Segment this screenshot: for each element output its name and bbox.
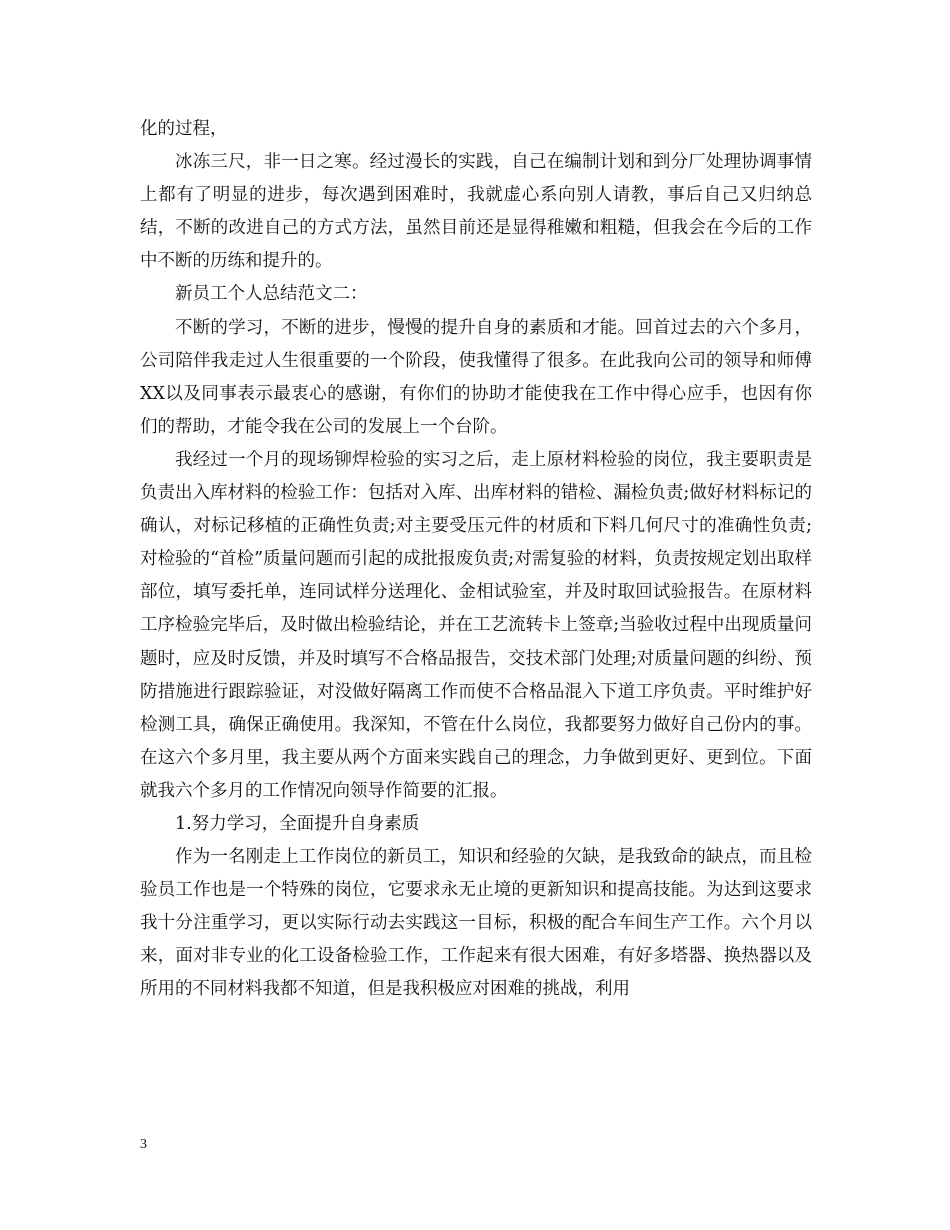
page-number: 3 <box>140 1137 147 1152</box>
paragraph-study: 作为一名刚走上工作岗位的新员工，知识和经验的欠缺，是我致命的缺点，而且检验员工作也是一个特殊的岗位，它要求永无止境的更新知识和提高技能。为达到这要求我十分注重学习，更以实际行动去实践这一目标，积极的配合车间生产工作。六个月以来，面对非专业的化工设备检验工作，工作起来有很大困难，有好多塔器、换热器以及所用的不同材料我都不知道，但是我积极应对困难的挑战，利用 <box>140 847 812 1000</box>
paragraph-progress: 冰冻三尺，非一日之寒。经过漫长的实践，自己在编制计划和到分厂处理协调事情上都有了明显的进步，每次遇到困难时，我就虚心系向别人请教，事后自己又归纳总结，不断的改进自己的方式方法，虽然目前还是显得稚嫩和粗糙，但我会在今后的工作中不断的历练和提升的。 <box>140 152 812 272</box>
paragraph-continuation: 化的过程， <box>140 119 228 139</box>
subheading-study: 1.努力学习，全面提升自身素质 <box>175 813 420 834</box>
paragraph-gratitude: 不断的学习，不断的进步，慢慢的提升自身的素质和才能。回首过去的六个多月，公司陪伴我走过人生很重要的一个阶段，使我懂得了很多。在此我向公司的领导和师傅XX以及同事表示最衷心的感谢，有你们的协助才能使我在工作中得心应手，也因有你们的帮助，才能令我在公司的发展上一个台阶。 <box>140 317 812 437</box>
document-body <box>140 113 812 1007</box>
section-heading-sample-two: 新员工个人总结范文二： <box>175 284 368 305</box>
paragraph-duties: 我经过一个月的现场铆焊检验的实习之后，走上原材料检验的岗位，我主要职责是负责出入库材料的检验工作：包括对入库、出库材料的错检、漏检负责;做好材料标记的确认，对标记移植的正确性负责;对主要受压元件的材质和下料几何尺寸的准确性负责;对检验的“首检”质量问题而引起的成批报废负责;对需复验的材料，负责按规定划出取样部位，填写委托单，连同试样分送理化、金相试验室，并及时取回试验报告。在原材料工序检验完毕后，及时做出检验结论，并在工艺流转卡上签章;当验收过程中出现质量问题时，应及时反馈，并及时填写不合格品报告，交技术部门处理;对质量问题的纠纷、预防措施进行跟踪验证，对没做好隔离工作而使不合格品混入下道工序负责。平时维护好检测工具，确保正确使用。我深知，不管在什么岗位，我都要努力做好自己份内的事。在这六个多月里，我主要从两个方面来实践自己的理念，力争做到更好、更到位。下面就我六个多月的工作情况向领导作简要的汇报。 <box>140 449 812 801</box>
